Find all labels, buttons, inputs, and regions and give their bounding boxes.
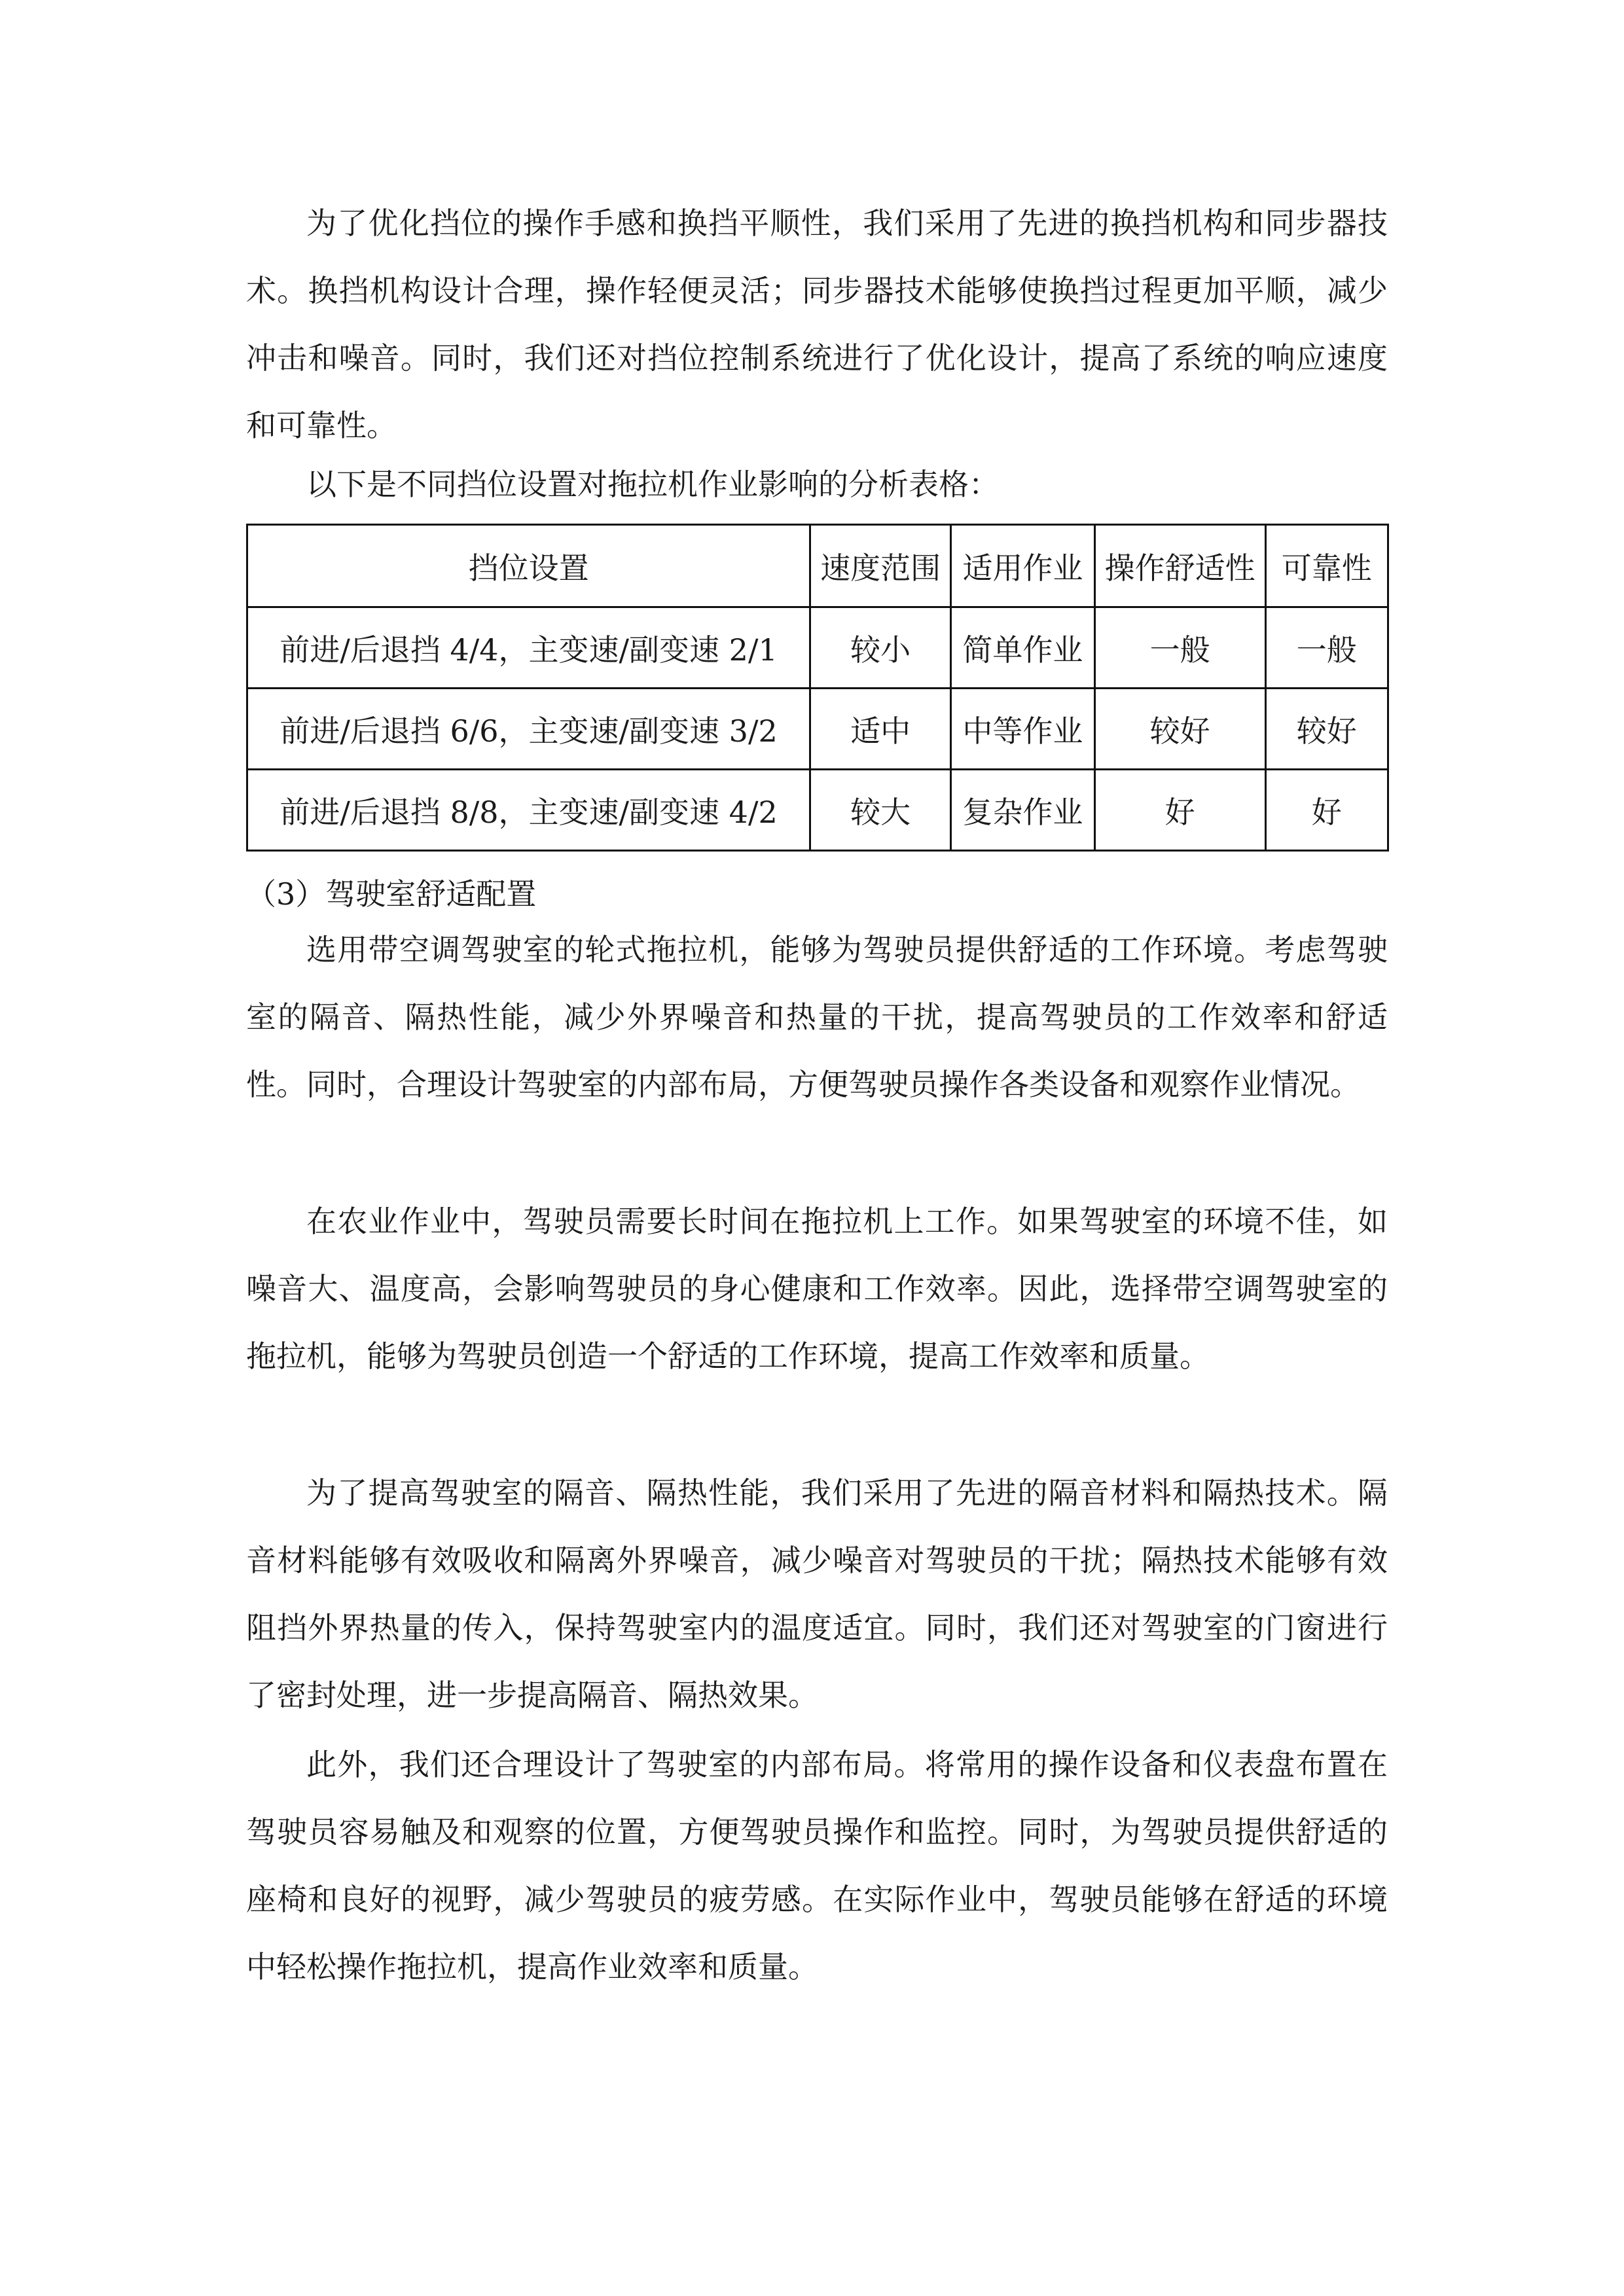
paragraph-cab-insulation: 为了提高驾驶室的隔音、隔热性能，我们采用了先进的隔音材料和隔热技术。隔音材料能够有效吸收和隔离外界噪音，减少噪音对驾驶员的干扰；隔热技术能够有效阻挡外界热量的传入，保持驾驶室内的温度适宜。同时，我们还对驾驶室的门窗进行了密封处理，进一步提高隔音、隔热效果。 xyxy=(246,1475,1388,1713)
cell-operation-comfort: 一般 xyxy=(1094,607,1265,689)
table-row xyxy=(247,770,1388,851)
header-applicable-work: 适用作业 xyxy=(951,525,1095,607)
cell-applicable-work: 简单作业 xyxy=(951,607,1095,689)
header-speed-range: 速度范围 xyxy=(810,525,951,607)
section-heading: （3）驾驶室舒适配置 xyxy=(246,876,537,912)
cell-reliability: 一般 xyxy=(1265,607,1388,689)
cell-reliability: 好 xyxy=(1265,770,1388,851)
paragraph-cab-selection: 选用带空调驾驶室的轮式拖拉机，能够为驾驶员提供舒适的工作环境。考虑驾驶室的隔音、隔热性能，减少外界噪音和热量的干扰，提高驾驶员的工作效率和舒适性。同时，合理设计驾驶室的内部布局，方便驾驶员操作各类设备和观察作业情况。 xyxy=(246,932,1388,1102)
paragraph-cab-layout: 此外，我们还合理设计了驾驶室的内部布局。将常用的操作设备和仪表盘布置在驾驶员容易触及和观察的位置，方便驾驶员操作和监控。同时，为驾驶员提供舒适的座椅和良好的视野，减少驾驶员的疲劳感。在实际作业中，驾驶员能够在舒适的环境中轻松操作拖拉机，提高作业效率和质量。 xyxy=(246,1747,1388,1984)
cell-gear-setting: 前进/后退挡 4/4，主变速/副变速 2/1 xyxy=(247,607,810,689)
cell-speed-range: 适中 xyxy=(810,689,951,770)
cell-operation-comfort: 较好 xyxy=(1094,689,1265,770)
header-reliability: 可靠性 xyxy=(1265,525,1388,607)
cell-applicable-work: 中等作业 xyxy=(951,689,1095,770)
cell-gear-setting: 前进/后退挡 8/8，主变速/副变速 4/2 xyxy=(247,770,810,851)
cell-speed-range: 较大 xyxy=(810,770,951,851)
cell-operation-comfort: 好 xyxy=(1094,770,1265,851)
gear-analysis-table xyxy=(246,524,1389,852)
cell-applicable-work: 复杂作业 xyxy=(951,770,1095,851)
cell-speed-range: 较小 xyxy=(810,607,951,689)
cell-reliability: 较好 xyxy=(1265,689,1388,770)
table-row xyxy=(247,689,1388,770)
table-header-row xyxy=(247,525,1388,607)
table-row xyxy=(247,607,1388,689)
header-operation-comfort: 操作舒适性 xyxy=(1094,525,1265,607)
paragraph-cab-environment: 在农业作业中，驾驶员需要长时间在拖拉机上工作。如果驾驶室的环境不佳，如噪音大、温度高，会影响驾驶员的身心健康和工作效率。因此，选择带空调驾驶室的拖拉机，能够为驾驶员创造一个舒适的工作环境，提高工作效率和质量。 xyxy=(246,1204,1388,1374)
paragraph-gear-optimization: 为了优化挡位的操作手感和换挡平顺性，我们采用了先进的换挡机构和同步器技术。换挡机构设计合理，操作轻便灵活；同步器技术能够使换挡过程更加平顺，减少冲击和噪音。同时，我们还对挡位控制系统进行了优化设计，提高了系统的响应速度和可靠性。 xyxy=(246,206,1388,443)
table-intro: 以下是不同挡位设置对拖拉机作业影响的分析表格： xyxy=(306,467,999,502)
header-gear-setting: 挡位设置 xyxy=(247,525,810,607)
cell-gear-setting: 前进/后退挡 6/6，主变速/副变速 3/2 xyxy=(247,689,810,770)
